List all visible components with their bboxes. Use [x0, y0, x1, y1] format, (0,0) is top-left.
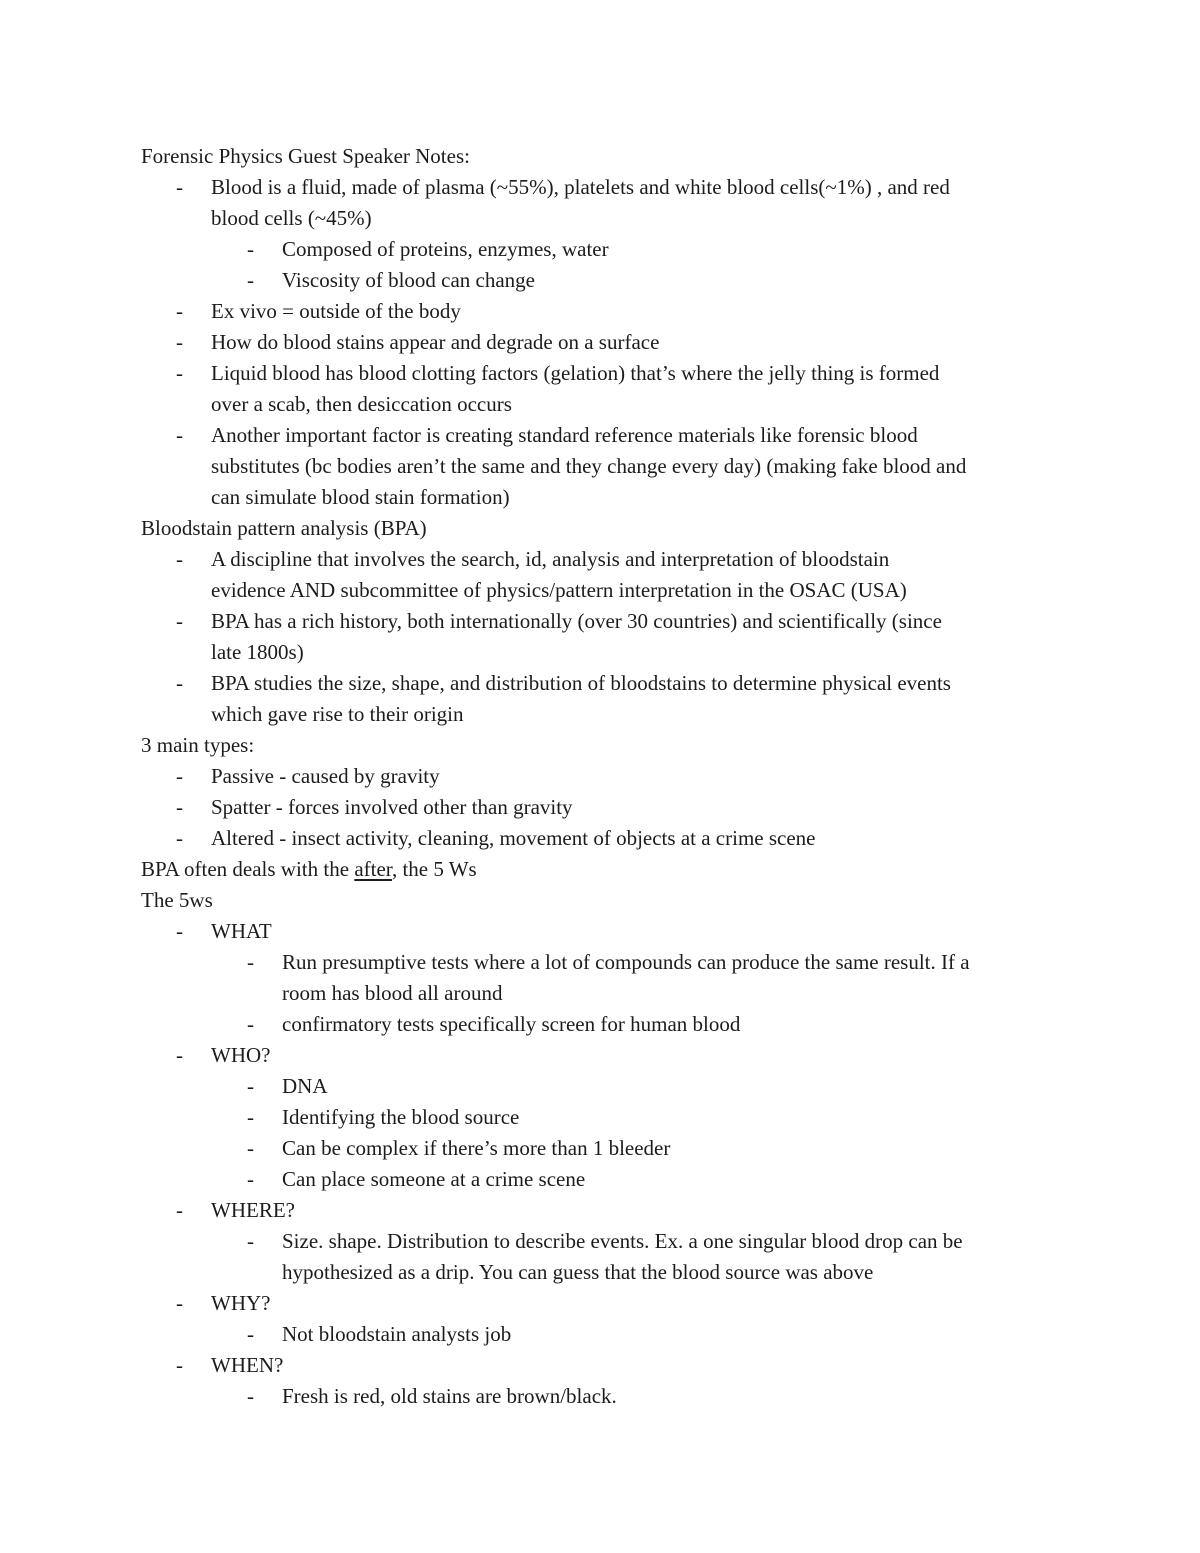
item-text: over a scab, then desiccation occurs: [211, 392, 512, 416]
bullet-dash: -: [247, 1136, 254, 1160]
list-item: [141, 823, 1081, 854]
list-item-continuation: [141, 389, 1081, 420]
item-text: A discipline that involves the search, id, analysis and interpretation of bloodstain: [211, 547, 890, 571]
after-underlined-word: after: [354, 857, 392, 881]
bullet-dash: -: [247, 268, 254, 292]
list-item-continuation: [141, 482, 1081, 513]
bullet-dash: -: [176, 1043, 183, 1067]
item-text: late 1800s): [211, 640, 304, 664]
item-text: WHAT: [211, 919, 272, 943]
item-text: Not bloodstain analysts job: [282, 1322, 512, 1346]
item-text: Liquid blood has blood clotting factors (gelation) that’s where the jelly thing is formed: [211, 361, 940, 385]
item-text: WHY?: [211, 1291, 271, 1315]
item-text: Viscosity of blood can change: [282, 268, 536, 292]
item-text: WHERE?: [211, 1198, 295, 1222]
item-text: WHO?: [211, 1043, 271, 1067]
after-text-pre: BPA often deals with the: [141, 857, 355, 881]
item-text: Can be complex if there’s more than 1 bleeder: [282, 1136, 671, 1160]
list-item: [141, 420, 1081, 451]
item-text: blood cells (~45%): [211, 206, 372, 230]
bullet-dash: -: [176, 1353, 183, 1377]
bullet-dash: -: [176, 609, 183, 633]
item-text: Can place someone at a crime scene: [282, 1167, 586, 1191]
bullet-dash: -: [247, 1105, 254, 1129]
sub-list-item-continuation: [141, 978, 1081, 1009]
section-heading-5ws: [141, 885, 1081, 916]
list-item-who: [141, 1040, 1081, 1071]
after-text-post: , the 5 Ws: [391, 857, 477, 881]
heading-text: The 5ws: [141, 888, 213, 912]
bullet-dash: -: [176, 764, 183, 788]
list-item: [141, 172, 1081, 203]
item-text: Fresh is red, old stains are brown/black.: [282, 1384, 617, 1408]
sub-list-item: [141, 1226, 1081, 1257]
sub-list-item: [141, 947, 1081, 978]
sub-list-item: [141, 1319, 1081, 1350]
bullet-dash: -: [176, 330, 183, 354]
list-item-what: [141, 916, 1081, 947]
bullet-dash: -: [247, 237, 254, 261]
sub-list-item: [141, 1164, 1081, 1195]
list-item-continuation: [141, 203, 1081, 234]
list-item: [141, 761, 1081, 792]
item-text: Ex vivo = outside of the body: [211, 299, 461, 323]
list-item: [141, 296, 1081, 327]
bullet-dash: -: [176, 1291, 183, 1315]
title-text: Forensic Physics Guest Speaker Notes:: [141, 144, 470, 168]
list-item: [141, 358, 1081, 389]
after-line: [141, 854, 1081, 885]
item-text: Passive - caused by gravity: [211, 764, 440, 788]
item-text: can simulate blood stain formation): [211, 485, 510, 509]
item-text: How do blood stains appear and degrade on a surface: [211, 330, 660, 354]
bullet-dash: -: [247, 1012, 254, 1036]
item-text: Identifying the blood source: [282, 1105, 520, 1129]
sub-list-item: [141, 1381, 1081, 1412]
item-text: DNA: [282, 1074, 328, 1098]
bullet-dash: -: [176, 361, 183, 385]
heading-text: 3 main types:: [141, 733, 255, 757]
item-text: confirmatory tests specifically screen for human blood: [282, 1012, 741, 1036]
bullet-dash: -: [247, 950, 254, 974]
document-body: [141, 141, 1081, 1412]
item-text: BPA has a rich history, both internationally (over 30 countries) and scientifically (since: [211, 609, 942, 633]
bullet-dash: -: [176, 671, 183, 695]
document-title: [141, 141, 1081, 172]
sub-list-item: [141, 1102, 1081, 1133]
list-item: [141, 327, 1081, 358]
sub-list-item: [141, 265, 1081, 296]
bullet-dash: -: [176, 826, 183, 850]
item-text: hypothesized as a drip. You can guess that the blood source was above: [282, 1260, 874, 1284]
bullet-dash: -: [176, 423, 183, 447]
bullet-dash: -: [176, 795, 183, 819]
item-text: room has blood all around: [282, 981, 503, 1005]
list-item-continuation: [141, 637, 1081, 668]
item-text: evidence AND subcommittee of physics/pattern interpretation in the OSAC (USA): [211, 578, 907, 602]
bullet-dash: -: [247, 1384, 254, 1408]
item-text: WHEN?: [211, 1353, 284, 1377]
list-item-continuation: [141, 575, 1081, 606]
list-item-continuation: [141, 451, 1081, 482]
item-text: Blood is a fluid, made of plasma (~55%), platelets and white blood cells(~1%) , and red: [211, 175, 950, 199]
list-item-why: [141, 1288, 1081, 1319]
list-item-where: [141, 1195, 1081, 1226]
item-text: which gave rise to their origin: [211, 702, 464, 726]
list-item-when: [141, 1350, 1081, 1381]
item-text: BPA studies the size, shape, and distribution of bloodstains to determine physical events: [211, 671, 951, 695]
bullet-dash: -: [247, 1167, 254, 1191]
list-item: [141, 792, 1081, 823]
bullet-dash: -: [176, 175, 183, 199]
bullet-dash: -: [247, 1229, 254, 1253]
item-text: Another important factor is creating standard reference materials like forensic blood: [211, 423, 918, 447]
section-heading-types: [141, 730, 1081, 761]
item-text: substitutes (bc bodies aren’t the same and they change every day) (making fake blood and: [211, 454, 967, 478]
sub-list-item: [141, 1009, 1081, 1040]
list-item: [141, 606, 1081, 637]
bullet-dash: -: [247, 1074, 254, 1098]
item-text: Size. shape. Distribution to describe events. Ex. a one singular blood drop can be: [282, 1229, 963, 1253]
bullet-dash: -: [176, 547, 183, 571]
list-item: [141, 544, 1081, 575]
sub-list-item-continuation: [141, 1257, 1081, 1288]
sub-list-item: [141, 1071, 1081, 1102]
item-text: Composed of proteins, enzymes, water: [282, 237, 609, 261]
heading-text: Bloodstain pattern analysis (BPA): [141, 516, 427, 540]
bullet-dash: -: [247, 1322, 254, 1346]
bullet-dash: -: [176, 299, 183, 323]
sub-list-item: [141, 1133, 1081, 1164]
item-text: Run presumptive tests where a lot of compounds can produce the same result. If a: [282, 950, 970, 974]
sub-list-item: [141, 234, 1081, 265]
list-item-continuation: [141, 699, 1081, 730]
item-text: Altered - insect activity, cleaning, movement of objects at a crime scene: [211, 826, 816, 850]
item-text: Spatter - forces involved other than gravity: [211, 795, 573, 819]
bullet-dash: -: [176, 1198, 183, 1222]
bullet-dash: -: [176, 919, 183, 943]
section-heading-bpa: [141, 513, 1081, 544]
list-item: [141, 668, 1081, 699]
